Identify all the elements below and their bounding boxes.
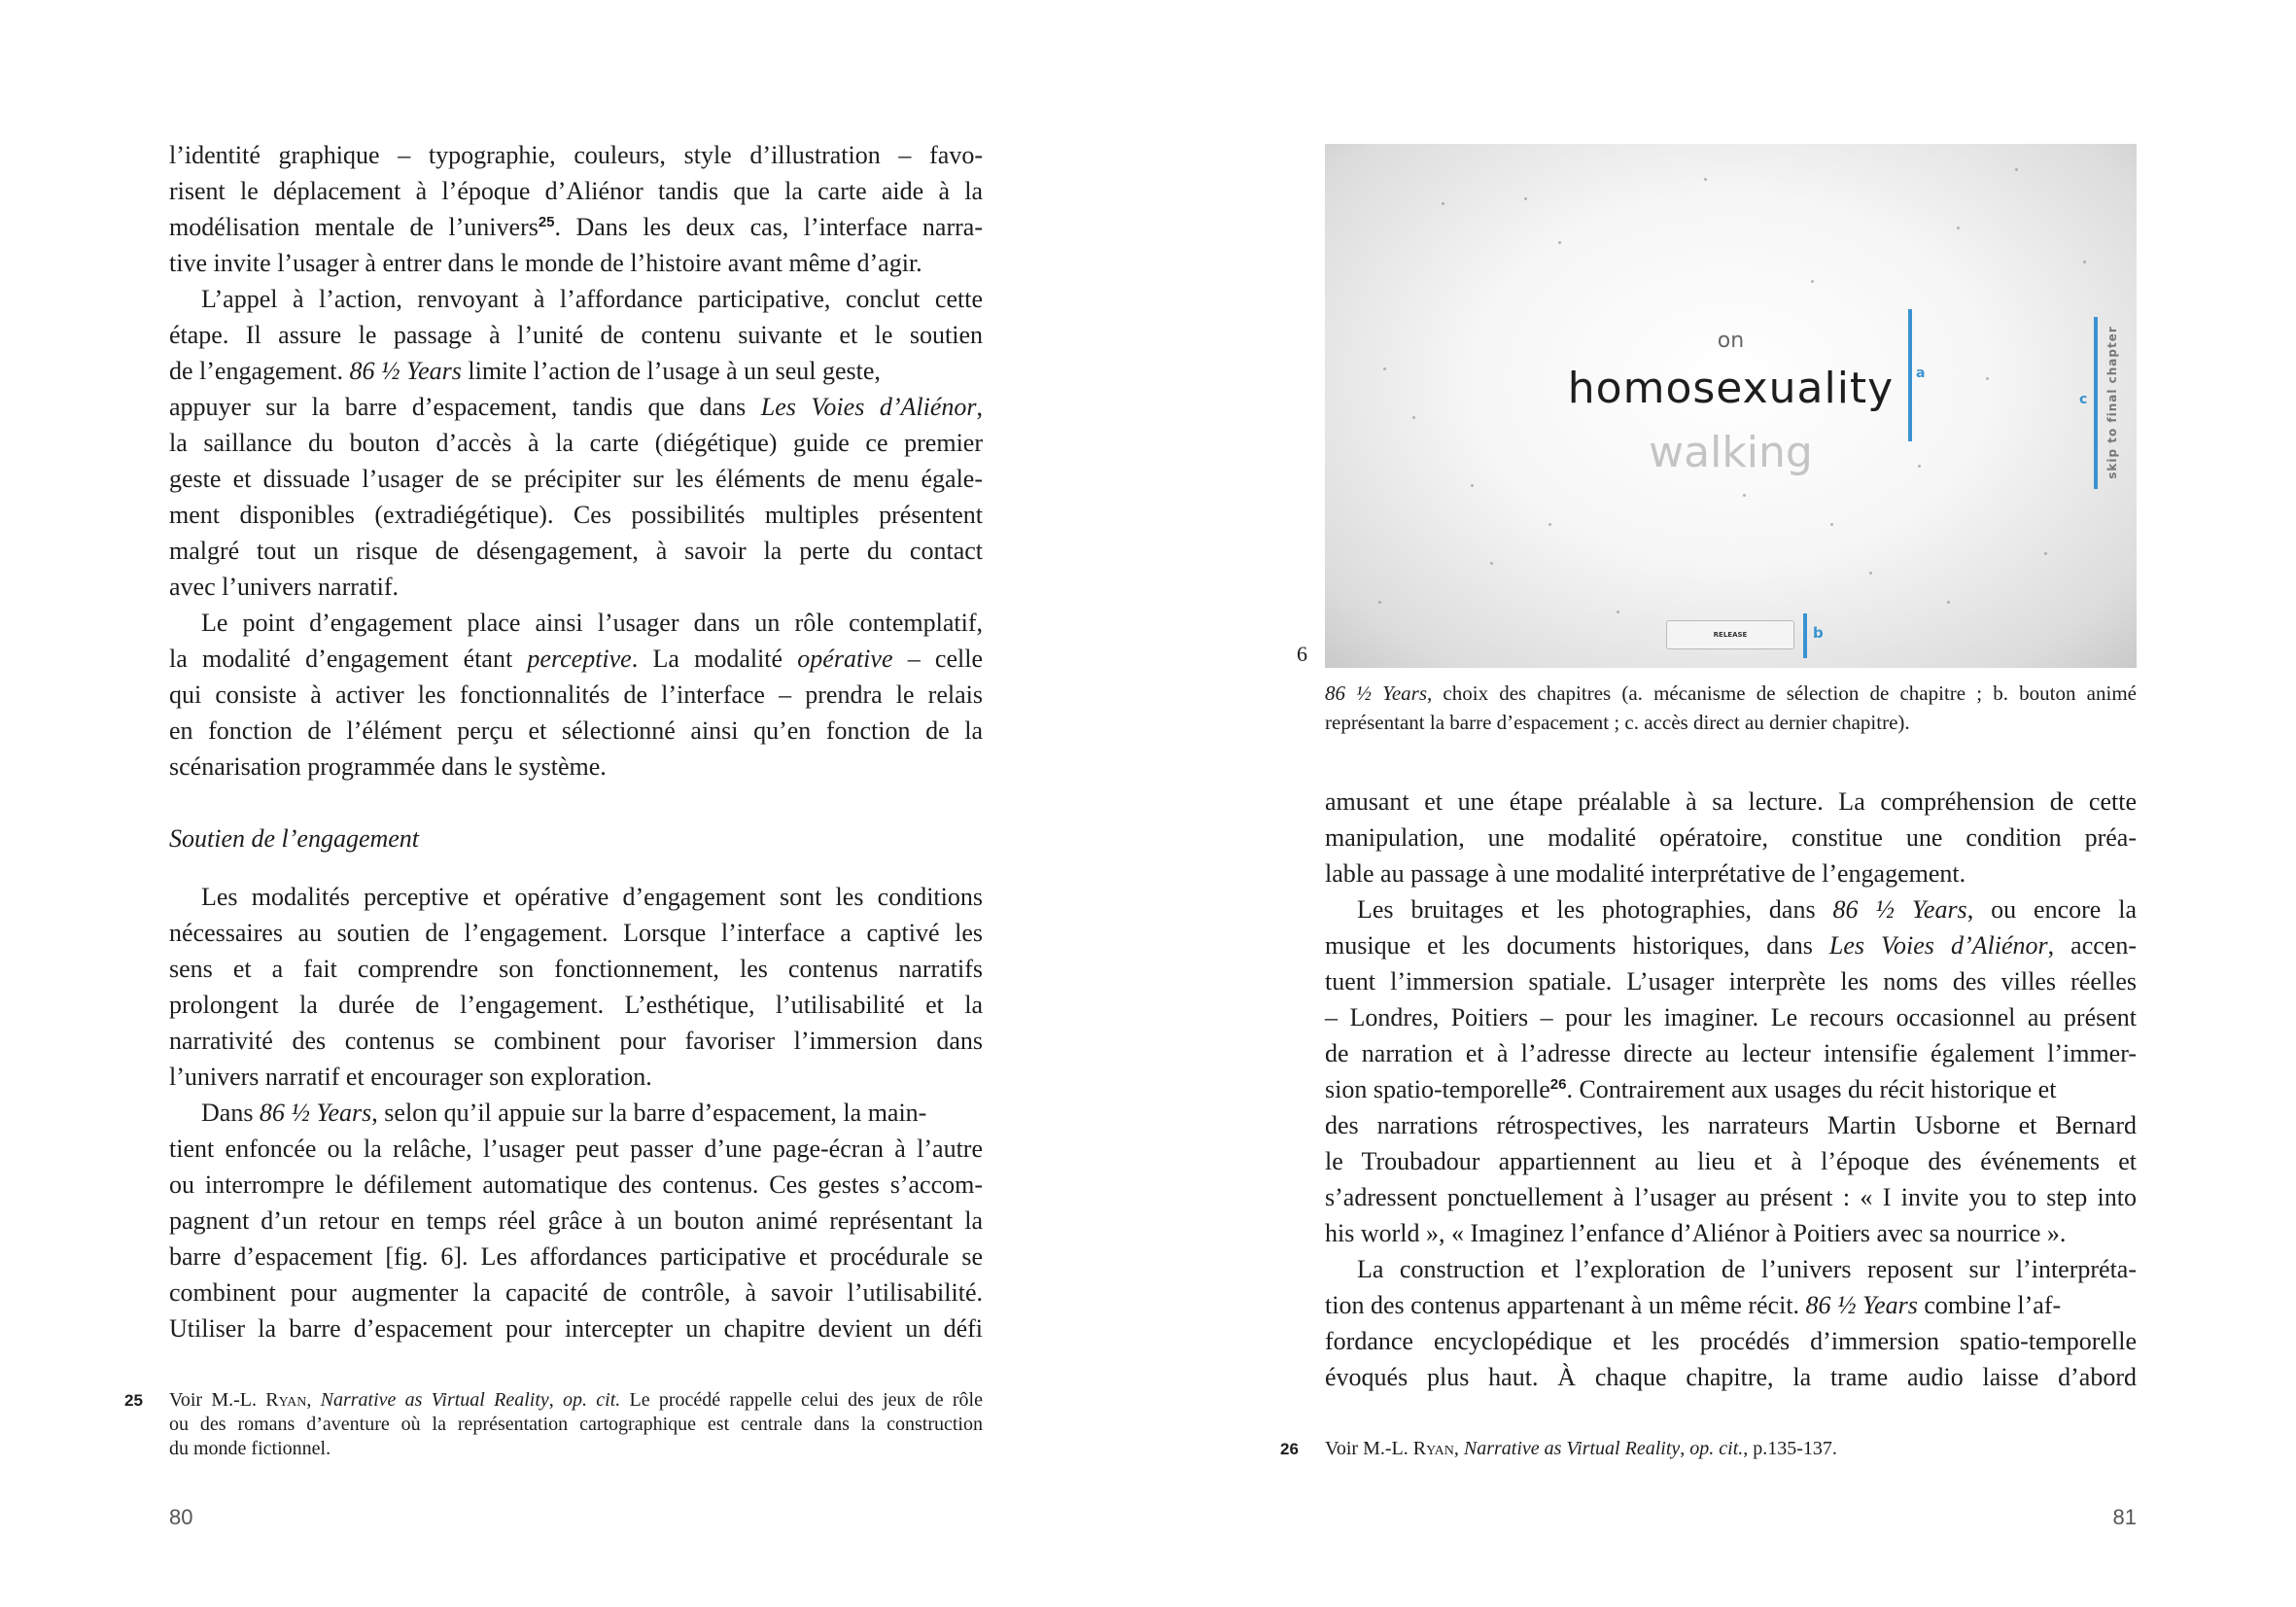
line-content [169,1242,983,1271]
text-run: tion des contenus appartenant à un même récit. [1325,1291,1806,1319]
line-content [169,177,983,205]
line-content [169,991,983,1019]
text-run: risent le déplacement à l’époque d’Aliénor tandis que la carte aide à la [169,177,983,205]
text-line [169,1095,983,1131]
text-run: manipulation, une modalité opératoire, constitue une condition préa- [1325,823,2137,852]
text-run: , [976,393,983,421]
text-line [1325,820,2137,856]
text-run: musique et les documents historiques, dans [1325,931,1829,960]
text-run: – celle [892,645,983,673]
footnote-text [169,1388,983,1461]
text-run: des narrations rétrospectives, les narrateurs Martin Usborne et Bernard [1325,1111,2137,1139]
text-line [1325,1437,2137,1461]
text-run: geste et dissuade l’usager de se précipiter sur les éléments de menu égale- [169,465,983,493]
chapter-word[interactable]: homosexuality [1567,364,1895,413]
line-content [169,1414,983,1435]
text-run: pagnent d’un retour en temps réel grâce à un bouton animé représentant la [169,1206,983,1235]
paragraph [169,1095,983,1346]
italic-run: Les Voies d’Aliénor [1828,931,2048,960]
line-content [1325,1219,2066,1247]
dust-speck [1548,523,1551,526]
text-line [169,1203,983,1239]
text-run: de narration et à l’adresse directe au lecteur intensifie également l’immer- [1325,1039,2137,1067]
line-content [1325,1287,2061,1323]
text-line [169,1167,983,1203]
dust-speck [1811,280,1814,283]
text-run: malgré tout un risque de désengagement, à savoir la perte du contact [169,537,983,565]
line-content [1325,1438,1837,1459]
text-line [169,281,983,317]
text-line [1325,963,2137,999]
text-run: , ou encore la [1966,895,2137,924]
figure-screenshot [1325,144,2137,668]
italic-run: Narrative as Virtual Reality [320,1389,549,1411]
text-run: , p.135-137. [1743,1438,1837,1459]
annotation-bar-b [1803,613,1807,658]
italic-run: Les Voies d’Aliénor [760,393,977,421]
dust-speck [1743,494,1746,497]
text-line [169,879,983,915]
text-line [169,749,983,785]
italic-run: 86 ½ Years [1805,1291,1918,1319]
text-run: qui consiste à activer les fonctionnalités de l’interface – prendra le relais [169,681,983,709]
line-content [169,955,983,983]
annotation-bar-a [1908,309,1912,441]
italic-run: 86 ½ Years [349,357,462,385]
line-content [169,716,983,745]
text-line [169,245,983,281]
text-run: avec l’univers narratif. [169,573,400,601]
text-run: ment disponibles (extradiégétique). Ces possibilités multiples présentent [169,501,983,529]
line-content [1325,967,2137,996]
skip-to-final-chapter-link[interactable]: skip to final chapter [2105,326,2119,479]
text-run: Dans [201,1099,260,1127]
text-run: scénarisation programmée dans le système. [169,752,607,781]
text-run: modélisation mentale de l’univers [169,213,539,241]
text-run: limite l’action de l’usage à un seul geste, [461,357,881,385]
line-content [169,537,983,565]
text-line [169,389,983,425]
right-page-paragraphs [1325,784,2137,1395]
line-content [169,645,983,673]
footnote-number: 26 [1280,1440,1299,1458]
text-run: représentant la barre d’espacement ; c. accès direct au dernier chapitre). [1325,711,1910,734]
dust-speck [1947,601,1950,604]
line-content [169,1063,652,1091]
text-line [169,173,983,209]
dust-speck [2044,552,2047,555]
dust-speck [1442,202,1444,205]
text-run: Le procédé rappelle celui des jeux de rôle [620,1389,983,1411]
text-line [1325,856,2137,891]
text-line [1325,1071,2137,1107]
text-line [1325,1287,2137,1323]
text-run: , [548,1389,564,1411]
paragraph [1325,891,2137,1251]
line-content [201,285,983,313]
italic-run: opérative [797,645,893,673]
footnote-reference: 26 [1549,1076,1567,1093]
footnote-reference: 25 [538,214,555,230]
line-content [169,1027,983,1055]
dust-speck [2015,168,2018,171]
text-run: . La modalité [631,645,798,673]
line-content [1325,1039,2137,1067]
italic-run: 86 ½ Years [1832,895,1967,924]
italic-run: 86 ½ Years [259,1099,372,1127]
text-run: , choix des chapitres (a. mécanisme de sélection de chapitre ; b. bouton animé [1427,681,2137,705]
text-run: Voir M.-L. [1325,1438,1413,1459]
prefix-word: on [1717,329,1745,353]
text-run: tive invite l’usager à entrer dans le monde de l’histoire avant même d’agir. [169,249,922,277]
text-line [169,605,983,641]
text-line [169,1023,983,1059]
text-run: . Dans les deux cas, l’interface narra- [554,213,983,241]
text-line [1325,1323,2137,1359]
paragraph [169,281,983,605]
text-run: tient enfoncée ou la relâche, l’usager peut passer d’une page-écran à l’autre [169,1135,983,1163]
dust-speck [1471,484,1474,487]
annotation-bar-c [2094,317,2098,489]
line-content [1325,711,1910,734]
line-content [201,883,983,911]
paragraph [1325,1251,2137,1395]
paragraph [1325,784,2137,891]
text-line [169,497,983,533]
text-run: de l’engagement. [169,357,350,385]
line-content [1325,1003,2137,1031]
paragraph [169,137,983,281]
text-run: nécessaires au soutien de l’engagement. Lorsque l’interface a captivé les [169,919,983,947]
line-content [169,752,607,781]
text-line [1325,999,2137,1035]
text-line [1325,1251,2137,1287]
text-run: le Troubadour appartiennent au lieu et à l’époque des événements et [1325,1147,2137,1175]
line-content [169,1314,983,1343]
italic-run: perceptive [527,645,632,673]
paragraph [169,879,983,1095]
text-run: narrativité des contenus se combinent pour favoriser l’immersion dans [169,1027,983,1055]
text-line [169,533,983,569]
line-content [169,681,983,709]
text-line [1325,708,2137,737]
italic-run: op. cit. [1689,1438,1744,1459]
line-content [169,465,983,493]
line-content [201,609,983,637]
line-content [169,1170,983,1199]
text-line [1325,1143,2137,1179]
text-run: l’univers narratif et encourager son exploration. [169,1063,652,1091]
text-line [169,641,983,677]
text-line [1325,784,2137,820]
dust-speck [1558,241,1561,244]
line-content [169,1438,330,1459]
figure-caption [1325,679,2137,737]
line-content [169,141,983,169]
text-run: lable au passage à une modalité interprétative de l’engagement. [1325,859,1966,888]
text-line [1325,1359,2137,1395]
text-line [169,987,983,1023]
text-run: , accen- [2047,931,2137,960]
right-page-body [1325,784,2137,1395]
dust-speck [1490,562,1493,565]
text-line [1325,1215,2137,1251]
line-content [169,1389,983,1411]
line-content [169,501,983,529]
page-number-left: 80 [169,1505,193,1529]
line-content [169,1206,983,1235]
text-line [169,713,983,749]
annotation-label-c: c [2079,392,2088,407]
text-line [169,353,983,389]
text-run: s’adressent ponctuellement à l’usager au présent : « I invite you to step into [1325,1183,2137,1211]
text-run: , [1453,1438,1464,1459]
line-content [1325,859,1966,888]
text-line [1325,1035,2137,1071]
line-content [169,393,983,421]
line-content [1325,1111,2137,1139]
text-line [1325,1179,2137,1215]
line-content [169,353,881,389]
small-caps-run: Ryan [1412,1438,1454,1459]
paragraph [169,605,983,785]
text-line [169,677,983,713]
text-line [1325,679,2137,708]
text-line [1325,927,2137,963]
text-line [169,1239,983,1275]
dust-speck [2083,261,2086,263]
line-content [169,213,983,241]
text-run: tuent l’immersion spatiale. L’usager interprète les noms des villes réelles [1325,967,2137,996]
text-line [169,1131,983,1167]
text-run: his world », « Imaginez l’enfance d’Aliénor à Poitiers avec sa nourrice ». [1325,1219,2067,1247]
text-line [169,1275,983,1310]
annotation-label-a: a [1916,366,1926,381]
section-heading: Soutien de l’engagement [169,824,420,853]
text-run: en fonction de l’élément perçu et sélectionné ainsi qu’en fonction de la [169,716,983,745]
text-line [1325,1107,2137,1143]
dust-speck [1617,611,1619,613]
text-run: amusant et une étape préalable à sa lecture. La compréhension de cette [1325,787,2137,816]
italic-run: 86 ½ Years [1325,681,1427,705]
line-content [169,1278,983,1307]
text-line [169,1413,983,1437]
text-line [169,137,983,173]
text-run: la saillance du bouton d’accès à la carte (diégétique) guide ce premier [169,429,983,457]
text-run: sion spatio-temporelle [1325,1075,1550,1103]
text-run: barre d’espacement [fig. 6]. Les affordances participative et procédurale se [169,1242,983,1271]
text-run: évoqués plus haut. À chaque chapitre, la trame audio laisse d’abord [1325,1363,2137,1391]
text-run: sens et a fait comprendre son fonctionnement, les contenus narratifs [169,955,983,983]
line-content [169,1135,983,1163]
line-content [1325,681,2137,705]
text-line [169,1059,983,1095]
text-run: combinent pour augmenter la capacité de contrôle, à savoir l’utilisabilité. [169,1278,983,1307]
text-line [169,1310,983,1346]
text-line [169,425,983,461]
line-content [169,573,399,601]
dust-speck [1830,523,1833,526]
text-run: , [306,1389,321,1411]
line-content [1325,1071,2056,1107]
text-line [169,1437,983,1461]
text-run: du monde fictionnel. [169,1438,331,1459]
line-content [1325,1147,2137,1175]
text-run: combine l’af- [1917,1291,2062,1319]
text-line [1325,891,2137,927]
text-line [169,209,983,245]
line-content [1325,931,2137,960]
line-content [169,919,983,947]
figure-number: 6 [1297,642,1307,666]
left-page-body [169,137,983,1346]
small-caps-run: Ryan [265,1389,307,1411]
text-line [169,461,983,497]
left-page-paragraphs-after-heading [169,879,983,1346]
text-run: . Contrairement aux usages du récit historique et [1566,1075,2057,1103]
line-content [1325,1327,2137,1355]
line-content [169,321,983,349]
text-run: Les modalités perceptive et opérative d’engagement sont les conditions [201,883,983,911]
line-content [1357,1255,2137,1283]
text-line [169,951,983,987]
text-run: la modalité d’engagement étant [169,645,528,673]
page-number-right: 81 [2112,1505,2137,1529]
italic-run: Narrative as Virtual Reality [1463,1438,1681,1459]
line-content [1325,1183,2137,1211]
line-content [1325,1363,2137,1391]
line-content [169,249,922,277]
dust-speck [1412,416,1415,419]
line-content [1357,895,2137,924]
ghost-word: walking [1649,428,1813,477]
text-line [169,915,983,951]
text-run: Les bruitages et les photographies, dans [1357,895,1833,924]
footnote-26 [1280,1437,2137,1461]
left-page-paragraphs [169,137,983,785]
line-content [1325,787,2137,816]
text-line [169,317,983,353]
release-button[interactable]: RELEASE [1666,620,1794,649]
annotation-label-b: b [1813,624,1824,642]
line-content [169,429,983,457]
dust-speck [1524,197,1527,200]
text-run: Utiliser la barre d’espacement pour intercepter un chapitre devient un défi [169,1314,983,1343]
text-run: L’appel à l’action, renvoyant à l’affordance participative, conclut cette [201,285,983,313]
footnote-25 [124,1388,983,1461]
text-run: , selon qu’il appuie sur la barre d’espacement, la main- [371,1099,927,1127]
text-run: appuyer sur la barre d’espacement, tandis que dans [169,393,761,421]
dust-speck [1378,601,1381,604]
text-line [169,1388,983,1413]
dust-speck [1957,227,1960,229]
text-run: l’identité graphique – typographie, couleurs, style d’illustration – favo- [169,141,983,169]
line-content [201,1095,926,1131]
text-run: Le point d’engagement place ainsi l’usager dans un rôle contemplatif, [201,609,983,637]
footnote-text [1325,1437,2137,1461]
text-run: fordance encyclopédique et les procédés d’immersion spatio-temporelle [1325,1327,2137,1355]
text-run: La construction et l’exploration de l’univers reposent sur l’interpréta- [1357,1255,2137,1283]
dust-speck [1869,572,1872,575]
text-line [169,569,983,605]
dust-speck [1704,178,1707,181]
text-run: prolongent la durée de l’engagement. L’esthétique, l’utilisabilité et la [169,991,983,1019]
line-content [1325,823,2137,852]
text-run: – Londres, Poitiers – pour les imaginer. Le recours occasionnel au présent [1325,1003,2137,1031]
text-run: ou interrompre le défilement automatique des contenus. Ces gestes s’accom- [169,1170,983,1199]
text-run: ou des romans d’aventure où la représentation cartographique est centrale dans la construction [169,1414,983,1435]
italic-run: op. cit. [563,1389,621,1411]
footnote-number: 25 [124,1391,143,1410]
text-run: étape. Il assure le passage à l’unité de contenu suivante et le soutien [169,321,983,349]
text-run: , [1680,1438,1690,1459]
text-run: Voir M.-L. [169,1389,266,1411]
